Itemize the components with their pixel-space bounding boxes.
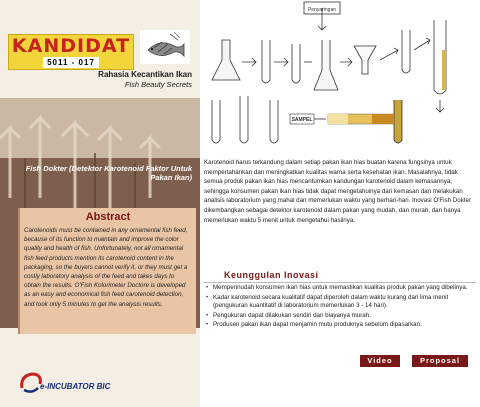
advantage-item: • Produsen pakan ikan dapat menjamin mutu produknya sebelum dipasarkan.	[206, 321, 474, 330]
decor-arrows	[0, 98, 200, 218]
diagram-label-top: Penyaringan	[307, 7, 337, 13]
proposal-button[interactable]: Proposal	[412, 355, 468, 367]
kandidat-badge	[8, 34, 134, 70]
badge-code: 5011 - 017	[43, 57, 99, 68]
abstract-box	[18, 208, 196, 334]
diagram-label-sample: SAMPEL	[291, 117, 313, 123]
advantage-item: • Memperinudah konsumen ikan hias untuk memastikan kualitas produk pakan yang dibelinya.	[206, 284, 474, 293]
title-en: Fish Beauty Secrets	[124, 80, 192, 89]
advantages-list	[206, 284, 474, 331]
title-id: Rahasia Kecantikan Ikan	[98, 70, 192, 79]
advantage-item: • Kadar karotenoid secara kualitatif dapat diperoleh dalam waktu kurang dari lima menit (pengukuran kuantitatif di laboratorium memerlukan 3 - 14 hari).	[206, 294, 474, 311]
advantage-item: • Pengukuran dapat dilakukan sendiri dan biayanya murah.	[206, 312, 474, 321]
advantages-heading: Keunggulan Inovasi	[224, 270, 319, 280]
video-button[interactable]: Video	[360, 355, 400, 367]
left-panel	[0, 0, 200, 407]
flask-icon	[212, 40, 240, 80]
description-text: Karotenoid harus terkandung dalam setiap pakan ikan hias buatan karena fungsinya untuk mempertahankan dan meningkatkan kualitas warna serta kesehatan ikan. Masalahnya, tidak semua produk pakan ikan hias mencantumkan kandungan karotenoid dalam kemasannya, sehingga konsumen pakan ikan hias tidak dapat mengetahuinya dari kemasan dan melakukan analisis laboratorium yang mahal dan memerlukan waktu yang berhari-hari. Inovasi O'Fish Dokter dikembangkan sebagai detektor karotenoid dalam pakan yang mudah, dan murah, dan hanya memerlukan waktu 5 menit untuk mengetahui hasilnya.	[204, 159, 472, 224]
abstract-heading: Abstract	[85, 211, 131, 223]
advantages-divider	[204, 282, 476, 283]
abstract-text: Carotenoids must be contained in any ornamental fish feed, because of its function to maintain and improve the color quality and health of fish. Unfortunately, not all ornamental fish feed products mention its carotenoid content in the packaging, so the buyers cannot verify it, or they must get a costly laboratory analysis of the feed and takes days to obtain the results. O'Fish Kolorimeter Doctore is developed as an easy and economical fish feed carotenoid detection, and took only 5 minutes to get the analysis results.	[24, 227, 188, 308]
process-diagram	[204, 0, 474, 150]
fish-sketch-icon	[140, 30, 190, 64]
product-name: Fish Dokter (Detektor Karotenoid Faktor Untuk Pakan Ikan)	[25, 164, 192, 182]
e-incubator-logo[interactable]	[18, 368, 198, 398]
logo-text: e-INCUBATOR BIC	[40, 382, 111, 391]
advantages-header	[200, 270, 480, 282]
badge-title: KANDIDAT	[11, 35, 131, 57]
main-panel	[200, 0, 480, 407]
